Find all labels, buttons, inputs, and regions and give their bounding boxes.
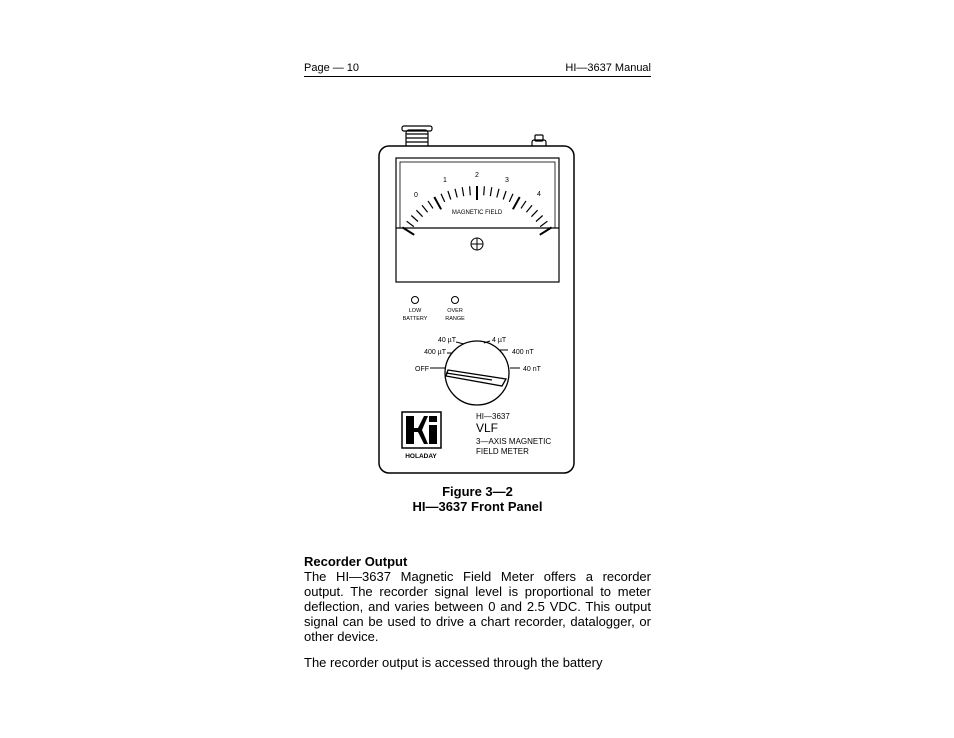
figure-number: Figure 3—2 bbox=[442, 484, 513, 499]
page-header bbox=[304, 62, 651, 77]
figure-caption bbox=[304, 484, 651, 514]
range-40nt: 40 nT bbox=[523, 366, 541, 373]
front-panel-drawing bbox=[372, 124, 584, 480]
range-40ut: 40 µT bbox=[437, 337, 456, 344]
front-panel-figure bbox=[372, 124, 584, 480]
range-400nt: 400 nT bbox=[512, 349, 534, 356]
holaday-logo-icon bbox=[402, 412, 441, 460]
scale-0: 0 bbox=[414, 192, 418, 199]
over-range-label-2: RANGE bbox=[445, 316, 465, 322]
range-4ut: 4 µT bbox=[492, 337, 507, 344]
recorder-output-section bbox=[304, 554, 651, 681]
over-range-label-1: OVER bbox=[447, 308, 463, 314]
range-off: OFF bbox=[415, 366, 429, 373]
model-number: HI—3637 bbox=[476, 412, 510, 421]
range-switch-knob bbox=[445, 341, 509, 405]
model-name: VLF bbox=[476, 421, 499, 435]
connector-left bbox=[402, 126, 432, 148]
scale-1: 1 bbox=[443, 177, 447, 184]
scale-tick bbox=[484, 186, 485, 195]
scale-2: 2 bbox=[475, 172, 479, 179]
low-battery-label-2: BATTERY bbox=[402, 316, 428, 322]
zero-adjust-icon bbox=[471, 238, 483, 250]
paragraph-1: The HI—3637 Magnetic Field Meter offers a recorder output. The recorder signal level is proportional to meter deflection, and varies between 0 and 2.5 VDC. This output signal can be used to drive a chart recorder, datalogger, or other device. bbox=[304, 569, 651, 644]
scale-tick bbox=[470, 186, 471, 195]
model-desc-1: 3—AXIS MAGNETIC bbox=[476, 437, 552, 446]
scale-3: 3 bbox=[505, 177, 509, 184]
manual-title: HI—3637 Manual bbox=[565, 62, 651, 74]
paragraph-2: The recorder output is accessed through the battery bbox=[304, 655, 603, 670]
logo-text: HOLADAY bbox=[405, 453, 437, 460]
section-heading: Recorder Output bbox=[304, 554, 408, 569]
range-400ut: 400 µT bbox=[424, 349, 446, 356]
figure-title: HI—3637 Front Panel bbox=[412, 499, 543, 514]
scale-4: 4 bbox=[537, 191, 541, 198]
model-desc-2: FIELD METER bbox=[476, 447, 529, 456]
low-battery-label-1: LOW bbox=[408, 308, 422, 314]
page-number: Page — 10 bbox=[304, 62, 360, 74]
meter-label: MAGNETIC FIELD bbox=[451, 210, 503, 216]
